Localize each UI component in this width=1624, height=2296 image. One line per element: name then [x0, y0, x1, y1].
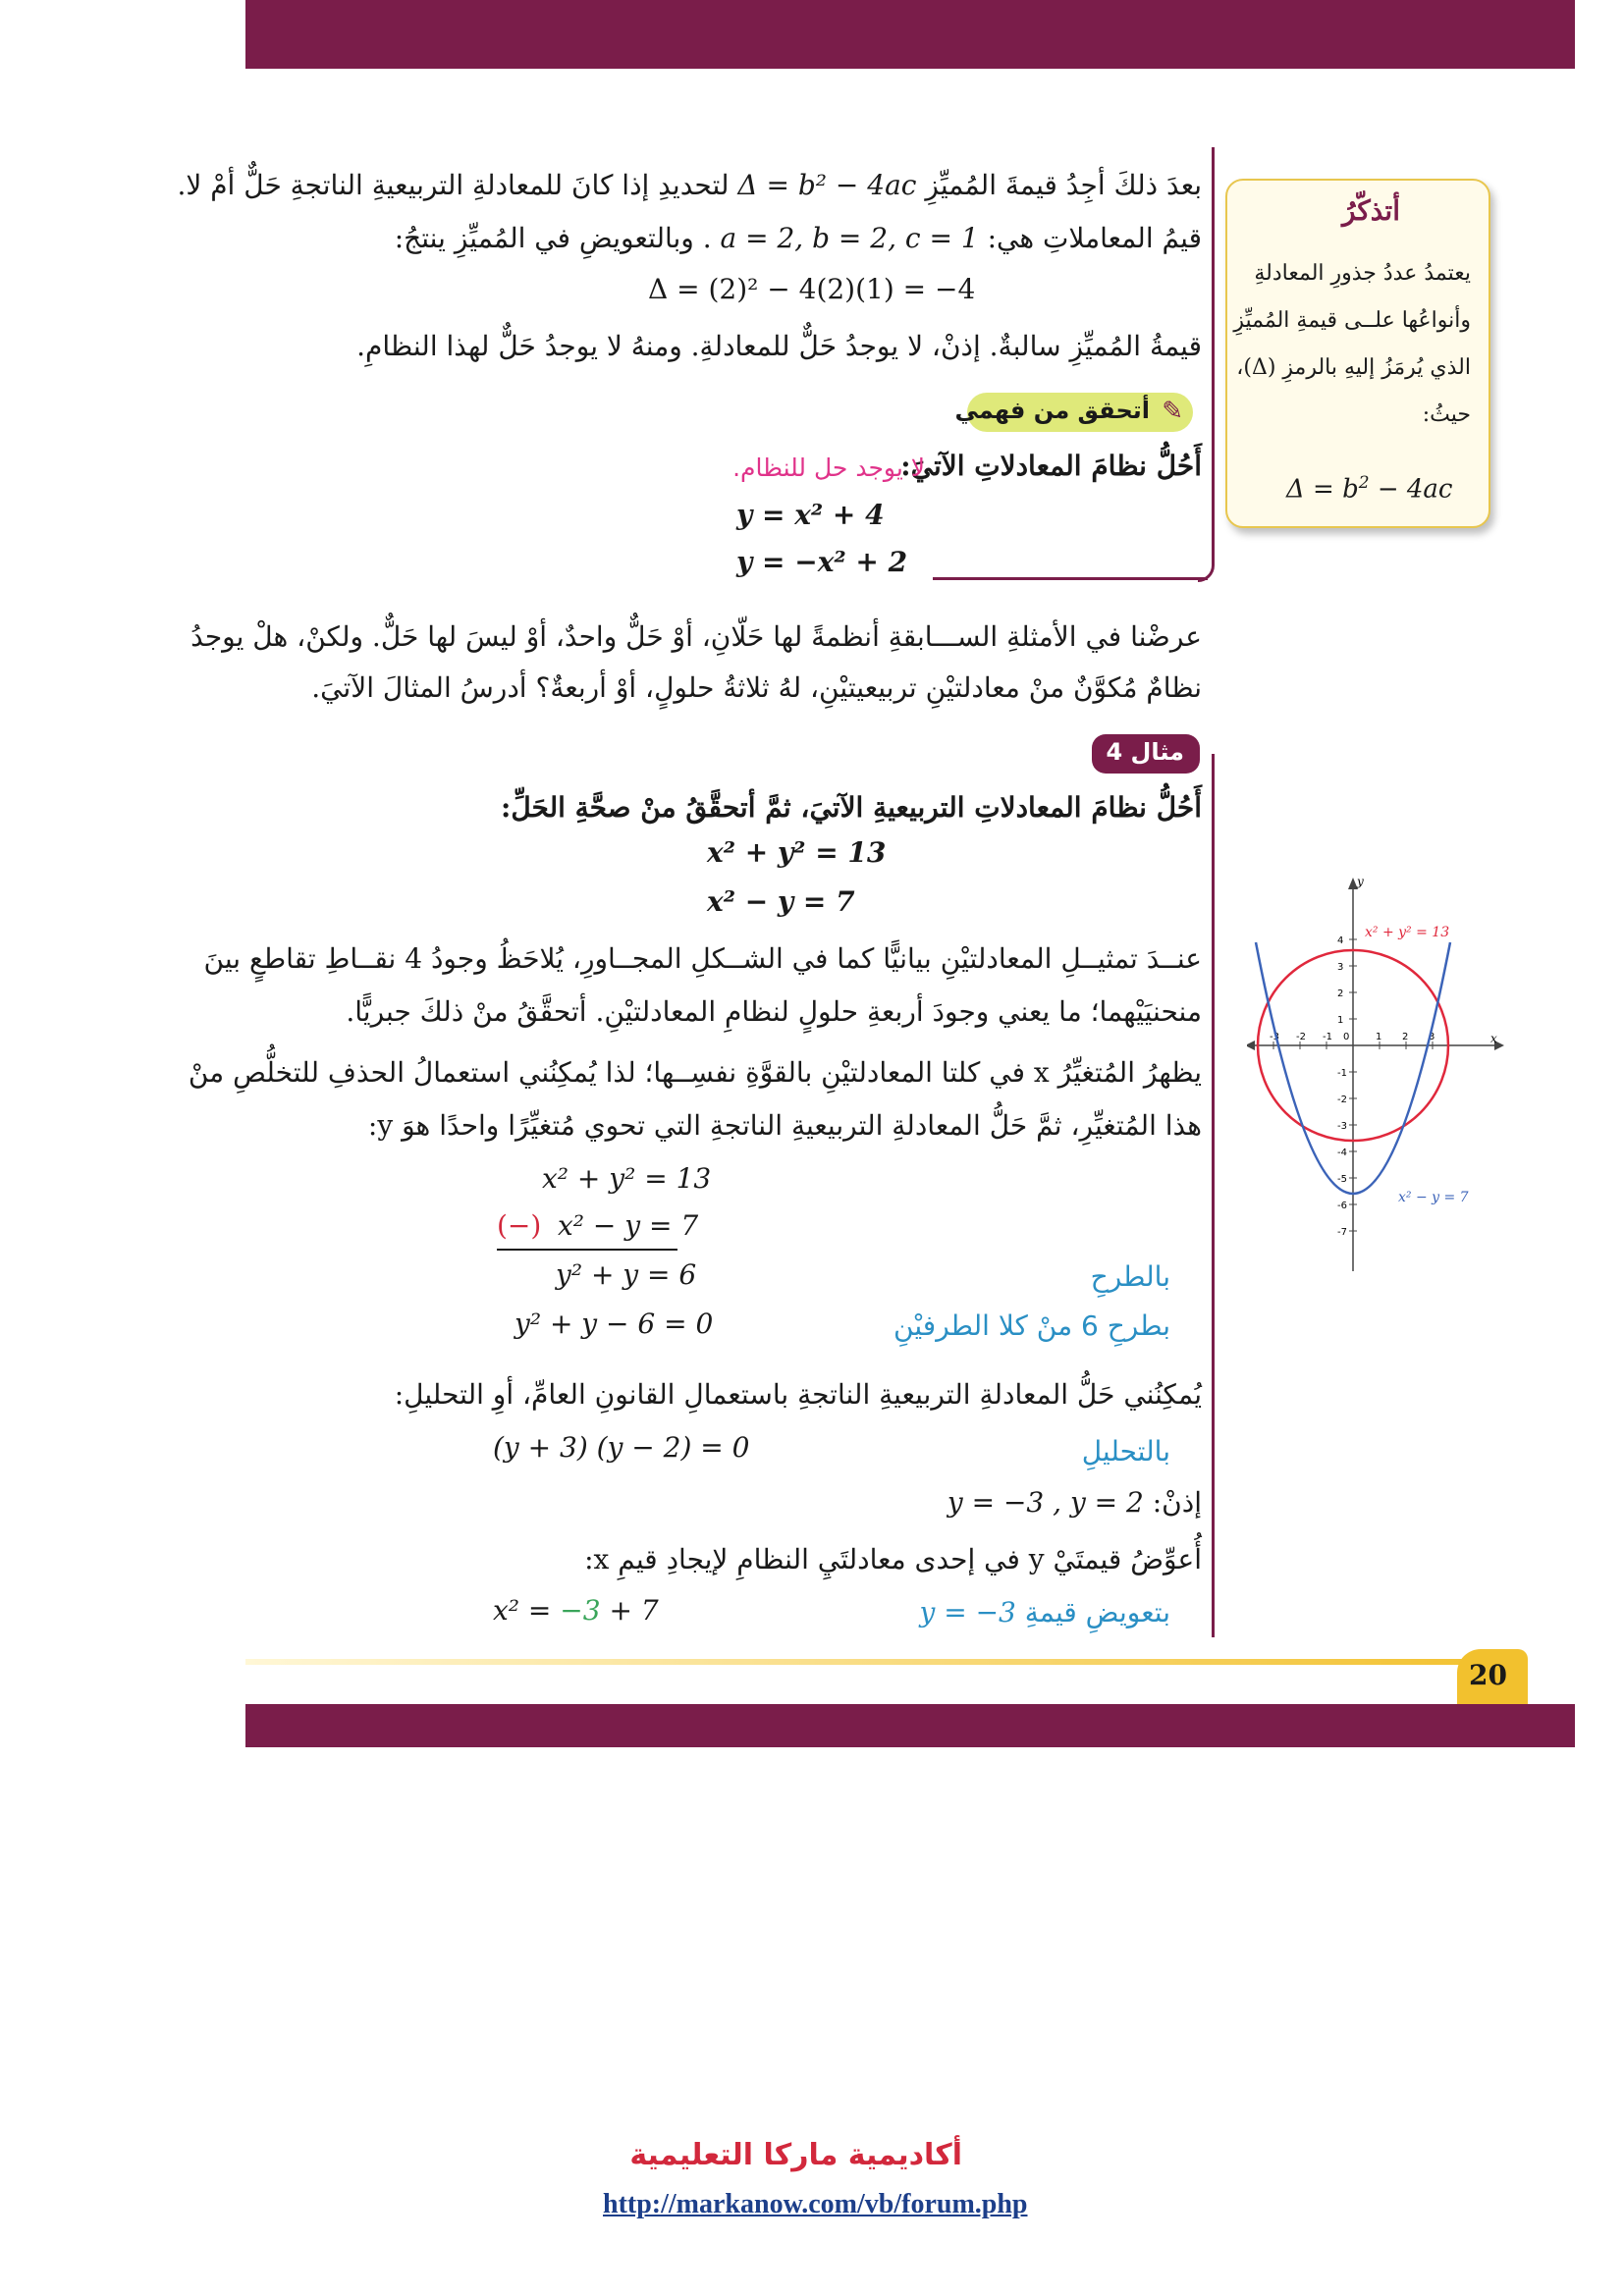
check-prompt: أَحُلُّ نظامَ المعادلاتِ الآتيَ: — [900, 450, 1202, 482]
x-tick-label: 3 — [1429, 1032, 1435, 1042]
step-2-sign: (−) — [497, 1209, 542, 1242]
para1-line-1: عنــدَ تمثيــلِ المعادلتيْنِ بيانيًّا كما في الشــكلِ المجــاورِ، يُلاحَظُ وجودُ 4 نقــاطِ تقاطعٍ بينَ — [203, 942, 1202, 975]
x-tick-label: -3 — [1270, 1032, 1279, 1042]
bottom-accent — [245, 1659, 1512, 1665]
check-eq-1: y = x² + 4 — [736, 499, 885, 531]
step-1: x² + y² = 13 — [542, 1162, 712, 1195]
step-4: y² + y − 6 = 0 — [514, 1308, 714, 1340]
x-tick-label: 2 — [1402, 1032, 1409, 1042]
check-eq-2: y = −x² + 2 — [736, 546, 908, 578]
y-tick-label: -7 — [1337, 1227, 1347, 1238]
y-tick-label: 4 — [1337, 935, 1344, 946]
x-axis-arrow-left-icon — [1247, 1041, 1255, 1050]
transition-line-2: نظامٌ مُكوَّنٌ منْ معادلتيْنِ تربيعيتيْنِ، لهُ ثلاثةُ حلولٍ، أوْ أربعةٌ؟ أدرسُ المثالَ الآتيَ. — [311, 671, 1202, 704]
x-axis-label: x — [1490, 1032, 1497, 1045]
y-tick-label: 3 — [1337, 962, 1344, 973]
step-4-note: بطرحِ 6 منْ كلا الطرفيْنِ — [893, 1309, 1170, 1342]
example-eq-1: x² + y² = 13 — [707, 836, 887, 869]
remember-line-1: يعتمدُ عددُ جذورِ المعادلةِ — [1254, 261, 1471, 286]
graph — [1247, 864, 1512, 1276]
para2-line-2: هذا المُتغيِّرِ، ثمَّ حَلُّ المعادلةِ التربيعيةِ الناتجةِ التي تحوي مُتغيِّرًا واحدًا هوَ y: — [367, 1109, 1202, 1142]
check-badge-label: أتحقق من فهمي — [954, 397, 1150, 424]
remember-title: أتذكّرُ — [1341, 194, 1400, 227]
substitution-note: بتعويضِ قيمةِ y = −3 — [919, 1596, 1170, 1629]
example-eq-2: x² − y = 7 — [707, 885, 855, 918]
para4: أُعوِّضُ قيمتَيْ y في إحدى معادلتَيِ النظامِ لإيجادِ قيمِ x: — [584, 1543, 1202, 1575]
intro-conclusion: قيمةُ المُميِّزِ سالبةٌ. إذنْ، لا يوجدُ حَلٌّ للمعادلةِ. ومنهُ لا يوجدُ حَلٌّ لهذا النظامِ. — [356, 330, 1202, 362]
step-2: x² − y = 7 — [558, 1209, 699, 1242]
para1-line-2: منحنيَيْهما؛ ما يعني وجودَ أربعةِ حلولٍ لنظامِ المعادلتيْنِ. أتحقَّقُ منْ ذلكَ جبريًّا. — [346, 995, 1202, 1028]
substitution: x² = −3 + 7 — [493, 1594, 659, 1627]
y-tick-label: -3 — [1337, 1121, 1347, 1132]
intro-line-2: قيمُ المعاملاتِ هي: a = 2, b = 2, c = 1 . وبالتعويضِ في المُميِّزِ ينتجُ: — [394, 222, 1202, 254]
top-banner — [245, 0, 1575, 69]
para3: يُمكِنُني حَلُّ المعادلةِ التربيعيةِ الناتجةِ باستعمالِ القانونِ العامِّ، أوِ التحليلِ: — [394, 1378, 1202, 1411]
step-3: y² + y = 6 — [556, 1258, 697, 1291]
bottom-banner — [245, 1704, 1575, 1747]
step-3-note: بالطرحِ — [1090, 1260, 1170, 1293]
footer-url-link[interactable]: http://markanow.com/vb/forum.php — [603, 2189, 1028, 2219]
example-3-frame — [1198, 147, 1215, 582]
remember-box — [1225, 179, 1490, 528]
factor: (y + 3) (y − 2) = 0 — [493, 1431, 750, 1464]
page-number: 20 — [1469, 1659, 1507, 1691]
remember-line-4: حيثُ: — [1422, 402, 1471, 427]
transition-line-1: عرضْنا في الأمثلةِ الســـابقةِ أنظمةً لها حَلّانِ، أوْ حَلٌّ واحدٌ، أوْ ليسَ لها حَلٌّ. ولكنْ، هلْ يوجدُ — [190, 620, 1202, 653]
footer-academy: أكاديمية ماركا التعليمية — [629, 2138, 962, 2172]
remember-formula: $\Delta = b^2 - 4ac$ — [1286, 473, 1453, 505]
remember-line-3: الذي يُرمَزُ إليهِ بالرمزِ (Δ)، — [1236, 355, 1471, 380]
y-tick-label: -2 — [1337, 1095, 1347, 1105]
y-tick-label: -6 — [1337, 1201, 1347, 1211]
example-3-frame-bottom — [933, 577, 1208, 580]
y-tick-label: 1 — [1337, 1015, 1344, 1026]
check-answer: لا يوجد حل للنظام. — [732, 454, 925, 482]
y-tick-label: -1 — [1337, 1068, 1347, 1079]
intro-line-1: بعدَ ذلكَ أجِدُ قيمةَ المُميِّزِ Δ = b² − 4ac لتحديدِ إذا كانَ للمعادلةِ التربيعيةِ الناتجةِ حَلٌّ أمْ لا. — [177, 169, 1202, 201]
remember-line-2: وأنواعُها علــى قيمةِ المُميِّزِ — [1233, 308, 1471, 333]
example-badge: مثال 4 — [1092, 734, 1200, 774]
intro-calc: Δ = (2)² − 4(2)(1) = −4 — [648, 273, 976, 305]
y-tick-label: -5 — [1337, 1174, 1347, 1185]
factor-note: بالتحليلِ — [1081, 1435, 1170, 1468]
y-tick-label: -4 — [1337, 1148, 1347, 1158]
pencil-icon: ✎ — [1162, 397, 1183, 426]
y-axis-label: y — [1357, 875, 1364, 888]
x-tick-label: 0 — [1343, 1032, 1350, 1042]
check-badge — [954, 393, 1193, 432]
x-tick-label: 1 — [1376, 1032, 1382, 1042]
example-frame-line — [1212, 754, 1215, 1637]
x-tick-label: -2 — [1296, 1032, 1306, 1042]
para2-line-1: يظهرُ المُتغيِّرُ x في كلتا المعادلتيْنِ بالقوَّةِ نفسِــها؛ لذا يُمكِنُني استعمالُ الحذفِ للتخلُّصِ منْ — [188, 1056, 1202, 1089]
y-tick-label: 2 — [1337, 988, 1344, 999]
roots-row: إذنْ: y = −3 , y = 2 — [947, 1486, 1202, 1519]
x-tick-label: -1 — [1323, 1032, 1332, 1042]
subtraction-line — [497, 1249, 677, 1251]
parabola-label: x² − y = 7 — [1398, 1190, 1469, 1205]
x-ticks — [1270, 1032, 1435, 1049]
circle-label: x² + y² = 13 — [1365, 925, 1450, 940]
example-prompt: أَحُلُّ نظامَ المعادلاتِ التربيعيةِ الآتيَ، ثمَّ أتحقَّقُ منْ صحَّةِ الحَلِّ: — [500, 791, 1202, 824]
